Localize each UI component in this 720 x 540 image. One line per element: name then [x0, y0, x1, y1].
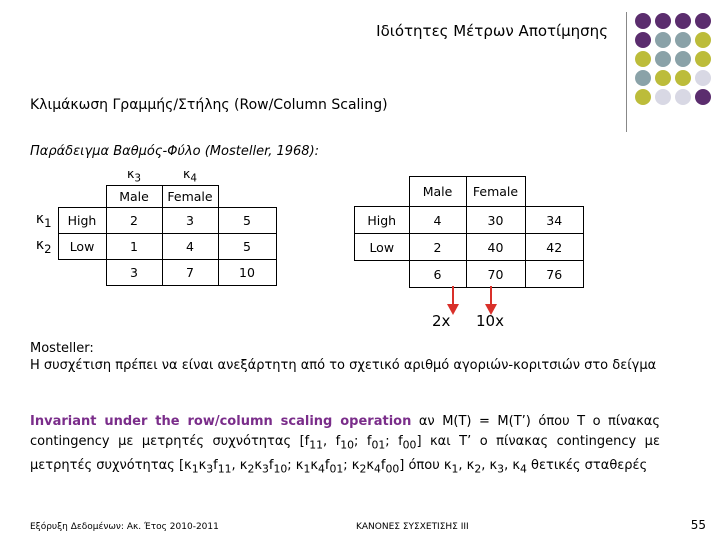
col-total: 6 [409, 261, 466, 288]
mosteller-text: Η συσχέτιση πρέπει να είναι ανεξάρτητη από το σχετικό αριθμό αγοριών-κοριτσιών στο δείγμα [30, 358, 657, 373]
section-subtitle: Κλιμάκωση Γραμμής/Στήλης (Row/Column Scaling) [30, 97, 388, 113]
col-total: 3 [106, 259, 162, 285]
col-header-female: Female [162, 185, 218, 207]
invariant-highlight: Invariant under the row/column scaling operation [30, 414, 412, 429]
decorative-dot [635, 13, 651, 29]
decorative-dot [655, 13, 671, 29]
row-label-high: High [58, 207, 106, 233]
row-label-low: Low [58, 233, 106, 259]
col-total: 70 [466, 261, 525, 288]
col-header-male: Male [409, 177, 466, 207]
cell: 2 [106, 207, 162, 233]
invariant-definition: Invariant under the row/column scaling operation αν Μ(Τ) = Μ(Τ’) όπου Τ ο πίνακας contingency με μετρητές συχνότητας [$f_{11}$, $f_{10}$; $f_{01}$; $f_{00}$] και Τ’ ο πίνακας contingency με μετρητές συχνότητας [$\kappa_1\kappa_3f_{11}$, $\kappa_2\kappa_3f_{10}$; $\kappa_1\kappa_4f_{01}$; $\kappa_2\kappa_4f_{00}$] όπου $\kappa_1$, $\kappa_2$, $\kappa_3$, $\kappa_4$ θετικές σταθερές [30, 414, 660, 476]
decorative-dot [635, 70, 651, 86]
mosteller-heading: Mosteller: [30, 341, 94, 356]
decorative-dot [655, 89, 671, 105]
totals-row [30, 259, 276, 285]
cell: 2 [409, 234, 466, 261]
decorative-dot [695, 70, 711, 86]
decorative-dot [635, 89, 651, 105]
slide-title: Ιδιότητες Μέτρων Αποτίμησης [376, 22, 608, 40]
row-label-high: High [355, 207, 410, 234]
cell: 4 [409, 207, 466, 234]
grand-total: 76 [525, 261, 584, 288]
row-total: 5 [218, 233, 276, 259]
example-title: Παράδειγμα Βαθμός-Φύλο (Mosteller, 1968): [30, 144, 320, 159]
cell: 30 [466, 207, 525, 234]
col-total: 7 [162, 259, 218, 285]
footer-topic: ΚΑΝΟΝΕΣ ΣΥΣΧΕΤΙΣΗΣ ΙΙΙ [356, 522, 469, 532]
decorative-dot [695, 32, 711, 48]
k2-label: $\kappa_2$ [35, 236, 52, 256]
cell: 3 [162, 207, 218, 233]
row-total: 42 [525, 234, 584, 261]
decorative-dot [655, 32, 671, 48]
decorative-dot [695, 89, 711, 105]
k4-label: $\kappa_4$ [183, 166, 197, 185]
table-row [355, 207, 584, 234]
title-divider [626, 12, 627, 132]
row-total: 34 [525, 207, 584, 234]
decorative-dots [634, 12, 716, 108]
footer-course: Εξόρυξη Δεδομένων: Ακ. Έτος 2010-2011 [30, 522, 219, 532]
scale-label-female: 10x [476, 312, 504, 330]
decorative-dot [635, 32, 651, 48]
table-row [30, 233, 276, 259]
grand-total: 10 [218, 259, 276, 285]
decorative-dot [695, 51, 711, 67]
contingency-table-scaled [354, 176, 584, 288]
page-number: 55 [690, 518, 706, 532]
decorative-dot [655, 70, 671, 86]
table-row [355, 234, 584, 261]
decorative-dot [675, 70, 691, 86]
contingency-table-original [30, 166, 277, 286]
mosteller-note [30, 340, 690, 374]
col-header-male: Male [106, 185, 162, 207]
row-label-low: Low [355, 234, 410, 261]
decorative-dot [675, 13, 691, 29]
col-header-female: Female [466, 177, 525, 207]
totals-row [355, 261, 584, 288]
table-row [30, 207, 276, 233]
decorative-dot [675, 89, 691, 105]
cell: 40 [466, 234, 525, 261]
cell: 4 [162, 233, 218, 259]
k3-label: $\kappa_3$ [127, 166, 141, 185]
decorative-dot [695, 13, 711, 29]
decorative-dot [675, 32, 691, 48]
row-total: 5 [218, 207, 276, 233]
decorative-dot [655, 51, 671, 67]
k1-label: $\kappa_1$ [35, 210, 52, 230]
scale-label-male: 2x [432, 312, 451, 330]
decorative-dot [675, 51, 691, 67]
decorative-dot [635, 51, 651, 67]
cell: 1 [106, 233, 162, 259]
